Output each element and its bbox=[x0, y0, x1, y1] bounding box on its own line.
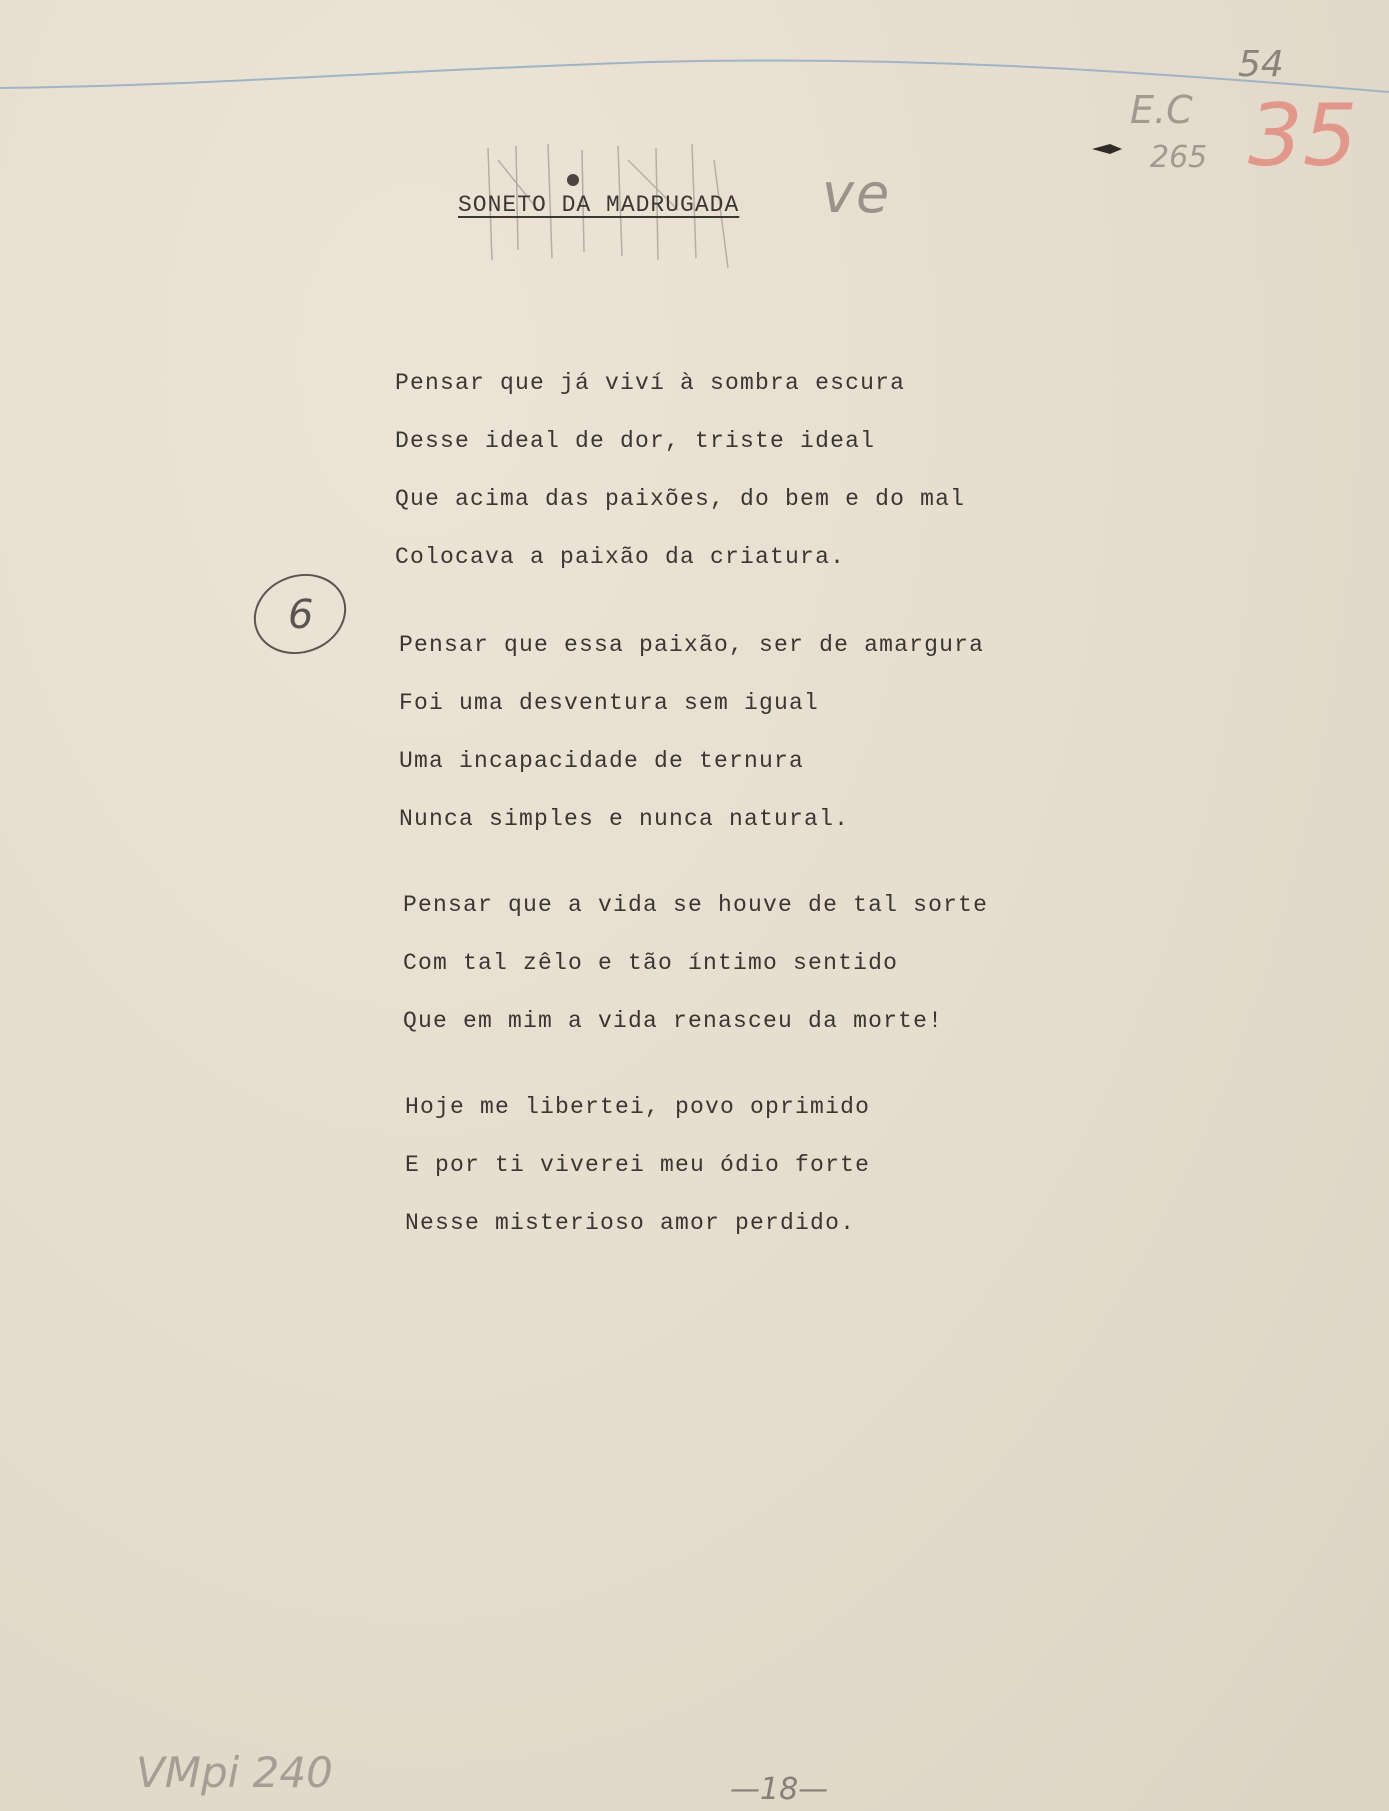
stanza-2 bbox=[399, 630, 984, 862]
archive-signature: VMpi 240 bbox=[136, 1748, 333, 1797]
handwritten-ec: E.C bbox=[1130, 88, 1193, 132]
stanza-3 bbox=[403, 890, 988, 1064]
verse-line: Pensar que já viví à sombra escura bbox=[395, 370, 906, 396]
verse-line: Que acima das paixões, do bem e do mal bbox=[395, 486, 966, 512]
red-pencil-35: 35 bbox=[1248, 86, 1358, 186]
verse-line: Uma incapacidade de ternura bbox=[399, 748, 805, 774]
verse-line: Foi uma desventura sem igual bbox=[399, 690, 820, 716]
circled-number bbox=[248, 570, 352, 658]
page-number: —18— bbox=[730, 1772, 829, 1807]
stanza-4 bbox=[405, 1092, 870, 1266]
stanza-1 bbox=[395, 368, 965, 600]
poem-title: SONETO DA MADRUGADA bbox=[458, 192, 740, 218]
ink-dot bbox=[567, 174, 579, 186]
verse-line: Colocava a paixão da criatura. bbox=[395, 544, 846, 570]
verse-line: E por ti viverei meu ódio forte bbox=[405, 1152, 871, 1178]
verse-line: Com tal zêlo e tão íntimo sentido bbox=[403, 950, 899, 976]
verse-line: Nunca simples e nunca natural. bbox=[399, 806, 850, 832]
verse-line: Que em mim a vida renasceu da morte! bbox=[403, 1008, 944, 1034]
ink-arrow-mark bbox=[1092, 142, 1122, 156]
verse-line: Pensar que essa paixão, ser de amargura bbox=[399, 632, 985, 658]
verse-line: Desse ideal de dor, triste ideal bbox=[395, 428, 876, 454]
handwritten-265: 265 bbox=[1150, 140, 1208, 175]
handwritten-54: 54 bbox=[1238, 44, 1284, 85]
handwritten-ve: ve bbox=[822, 162, 892, 225]
verse-line: Hoje me libertei, povo oprimido bbox=[405, 1094, 871, 1120]
verse-line: Nesse misterioso amor perdido. bbox=[405, 1210, 856, 1236]
verse-line: Pensar que a vida se houve de tal sorte bbox=[403, 892, 989, 918]
circled-number-text: 6 bbox=[288, 592, 314, 638]
